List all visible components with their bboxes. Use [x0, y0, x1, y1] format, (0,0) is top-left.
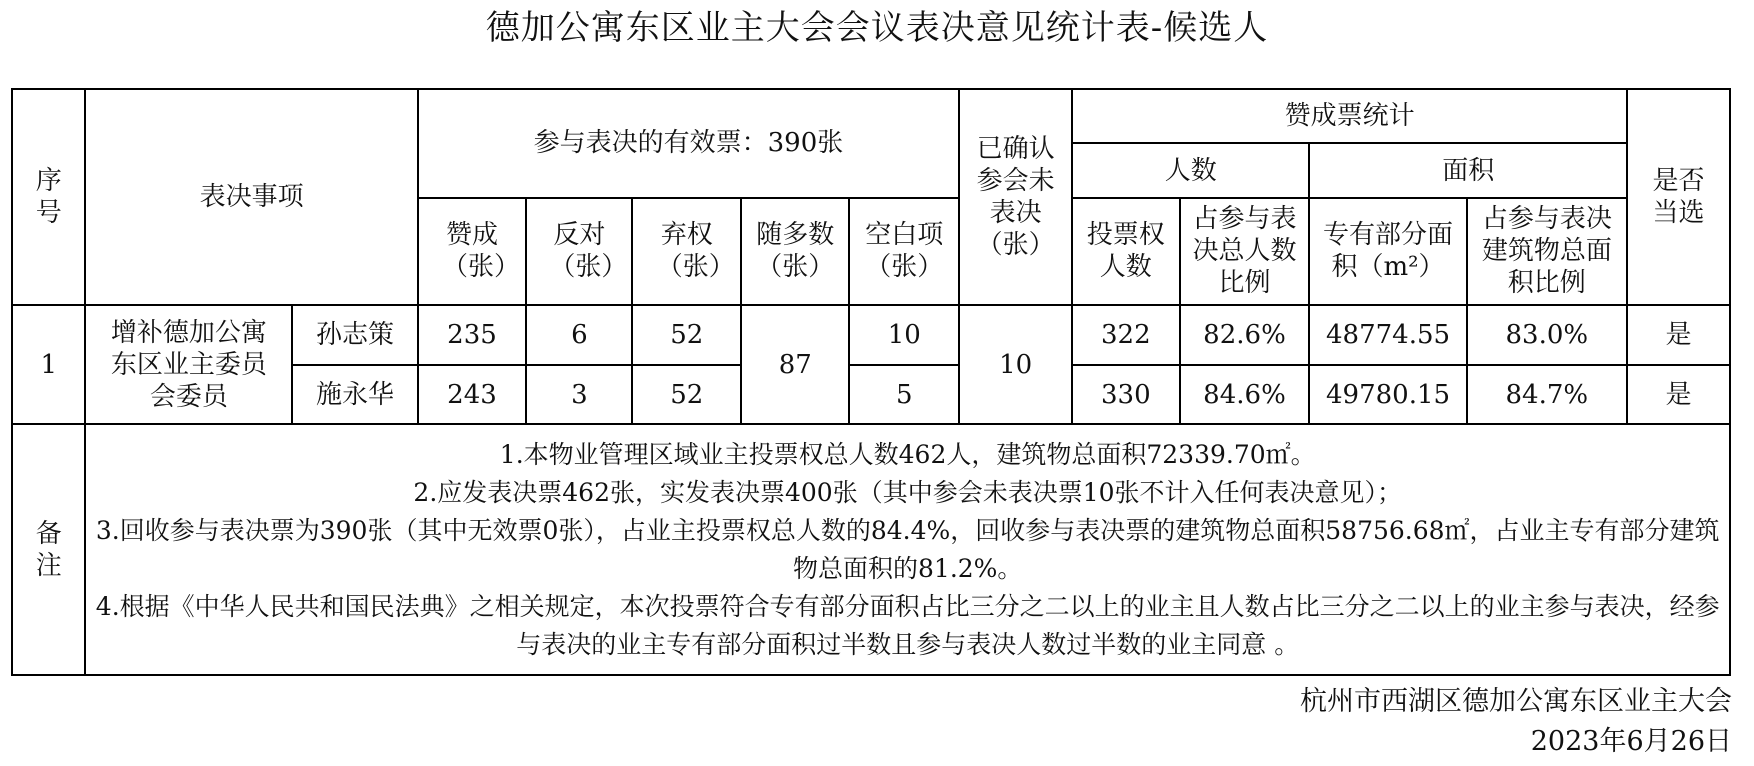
candidate-yes: 243: [418, 365, 527, 425]
header-no: 反对（张）: [526, 198, 632, 305]
header-abstain: 弃权（张）: [632, 198, 741, 305]
candidate-private-area: 48774.55: [1309, 305, 1466, 365]
signature: 杭州市西湖区德加公寓东区业主大会: [1300, 686, 1732, 717]
header-yes-stats: 赞成票统计: [1072, 89, 1627, 143]
candidate-name: 孙志策: [292, 305, 417, 365]
header-private-area: 专有部分面积（m²）: [1309, 198, 1466, 305]
note-item: 3.回收参与表决票为390张（其中无效票0张），占业主投票权总人数的84.4%，回收参与表决票的建筑物总面积58756.68㎡，占业主专有部分建筑物总面积的81.2%。: [95, 515, 1720, 583]
candidate-no: 6: [526, 305, 632, 365]
item-follow-majority: 87: [741, 305, 850, 425]
candidate-abstain: 52: [632, 365, 741, 425]
header-voter-ratio: 占参与表决总人数比例: [1180, 198, 1310, 305]
date: 2023年6月26日: [1530, 726, 1732, 757]
header-matter: 表决事项: [85, 89, 417, 305]
candidate-area-ratio: 84.7%: [1467, 365, 1628, 425]
note-item: 1.本物业管理区域业主投票权总人数462人，建筑物总面积72339.70㎡。: [499, 439, 1316, 469]
candidate-blank: 5: [849, 365, 959, 425]
candidate-voter-ratio: 82.6%: [1180, 305, 1310, 365]
candidate-elected: 是: [1627, 365, 1730, 425]
header-voters: 投票权人数: [1072, 198, 1179, 305]
page-title: 德加公寓东区业主大会会议表决意见统计表-候选人: [485, 8, 1269, 48]
table-row: [12, 305, 1730, 365]
header-people: 人数: [1072, 143, 1309, 197]
candidate-private-area: 49780.15: [1309, 365, 1466, 425]
notes-label: 备注: [12, 424, 85, 675]
header-valid-votes: 参与表决的有效票：390张: [418, 89, 959, 198]
candidate-voter-ratio: 84.6%: [1180, 365, 1310, 425]
note-item: 4.根据《中华人民共和国民法典》之相关规定，本次投票符合专有部分面积占比三分之二以上的业主且人数占比三分之二以上的业主参与表决，经参与表决的业主专有部分面积过半数且参与表决人数过半数的业主同意 。: [95, 591, 1720, 659]
note-item: 2.应发表决票462张，实发表决票400张（其中参会未表决票10张不计入任何表决意见）；: [413, 477, 1403, 507]
candidate-voters: 322: [1072, 305, 1179, 365]
header-confirmed: 已确认参会未表决（张）: [959, 89, 1072, 305]
candidate-elected: 是: [1627, 305, 1730, 365]
header-area: 面积: [1309, 143, 1627, 197]
item-confirmed: 10: [959, 305, 1072, 425]
item-matter: 增补德加公寓东区业主委员会委员: [85, 305, 292, 425]
header-elected: 是否当选: [1627, 89, 1730, 305]
candidate-voters: 330: [1072, 365, 1179, 425]
candidate-name: 施永华: [292, 365, 417, 425]
item-seq: 1: [12, 305, 85, 425]
candidate-yes: 235: [418, 305, 527, 365]
header-yes: 赞成（张）: [418, 198, 527, 305]
candidate-no: 3: [526, 365, 632, 425]
candidate-blank: 10: [849, 305, 959, 365]
header-blank: 空白项（张）: [849, 198, 959, 305]
header-follow-majority: 随多数（张）: [741, 198, 850, 305]
vote-statistics-table: [11, 88, 1731, 676]
candidate-abstain: 52: [632, 305, 741, 365]
header-seq: 序号: [12, 89, 85, 305]
header-area-ratio: 占参与表决建筑物总面积比例: [1467, 198, 1628, 305]
notes-content: [85, 424, 1730, 675]
candidate-area-ratio: 83.0%: [1467, 305, 1628, 365]
